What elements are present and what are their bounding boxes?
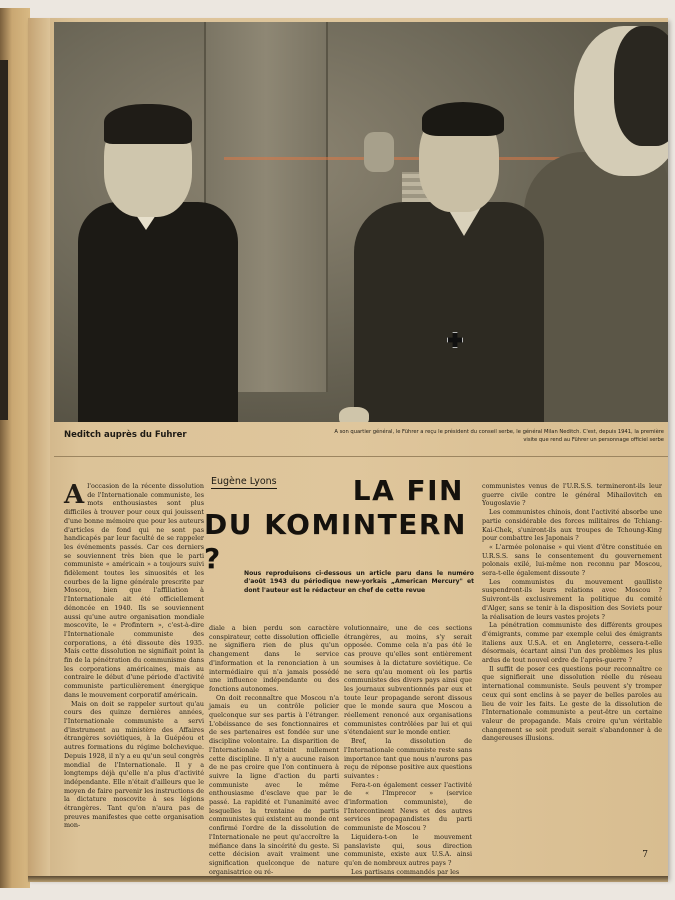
paragraph: Liquidera-t-on le mouvement panslaviste qui, sous direction communiste, existe aux U.S.A. ainsi qu'en de nombreux autres pays ? bbox=[344, 832, 472, 867]
page-bottom-edge bbox=[28, 876, 668, 882]
headline-line-2: DU KOMINTERN ? bbox=[204, 508, 467, 575]
paragraph: communistes venus de l'U.R.S.S. termineront-ils leur guerre civile contre le général Mihailovitch en Yougoslavie ? bbox=[482, 482, 662, 508]
photo-caption-title: Neditch auprès du Fuhrer bbox=[64, 430, 187, 440]
photograph bbox=[54, 22, 668, 422]
wall-lamp bbox=[364, 132, 394, 172]
paragraph: Al'occasion de la récente dissolution de l'Internationale communiste, les mots enthousiastes sont plus difficiles à trouver pour ceux qui jouissent d'une bonne mémoire que pour les auteurs d'articles de fond qui ne sont pas handicapés par leur faculté de se rappeler les événements passés. Car ces derniers se souviennent très bien que le parti communiste « américain » a toujours suivi fidèlement toutes les sinuosités et les courbes de la ligne générale prescrite par Moscou, bien que l'affiliation à l'Internationale ait été officiellement dénoncée en 1940. Ils se souviennent aussi qu'une autre organisation mondiale moscovite, le « Profintern », c'est-à-dire l'Internationale communiste des corporations, a été dissoute dès 1935. Mais cette dissolution ne signifiait point la fin de la pénétration du communisme dans les corporations américaines, mais au contraire le début d'une période d'activité communiste particulièrement énergique dans le mouvement corporatif américain. bbox=[64, 480, 204, 699]
article-column-1 bbox=[64, 482, 204, 830]
headline-line-1: LA FIN bbox=[352, 474, 464, 507]
article-author: Eugène Lyons bbox=[211, 476, 277, 487]
article-headline bbox=[204, 474, 474, 576]
paragraph: On doit reconnaître que Moscou n'a jamais eu un contrôle policier quelconque sur ses partis à l'étranger. L'obéissance de ses fonctionnaires et de ses partenaires est fondée sur une discipline volontaire. La disparition de l'Internationale n'atteint nullement cette discipline. Il n'y a aucune raison de ne pas croire que l'on continuera à suivre la ligne d'action du parti communiste avec le même enthousiasme d'esclave que par le passé. La rapidité et l'unanimité avec lesquelles la trentaine de partis communistes qui existent au monde ont confirmé l'ordre de la dissolution de l'Internationale ne peut qu'accroître la méfiance dans la sincérité du geste. Si cette décision avait vraiment une signification quelconque de nature organisatrice ou ré- bbox=[209, 693, 339, 876]
paragraph: Les communistes chinois, dont l'activité absorbe une partie considérable des forces militaires de Tchiang-Kai-Chek, s'uniront-ils aux troupes de Tchoung-King pour combattre les Japonais ? bbox=[482, 508, 662, 543]
drop-cap: A bbox=[64, 480, 85, 510]
paragraph: Les communistes du mouvement gaulliste suspendront-ils leurs relations avec Moscou ? Suivront-ils exclusivement la politique du comité d'Alger, sans se tenir à la disposition des Soviets pour la réalisation de leurs vastes projets ? bbox=[482, 577, 662, 621]
paragraph: Bref, la dissolution de l'Internationale communiste reste sans importance tant que nous n'aurons pas reçu de réponse positive aux questions suivantes : bbox=[344, 737, 472, 780]
article-standfirst: Nous reproduisons ci-dessous un article paru dans le numéro d'août 1943 du périodique new-yorkais „American Mercury" et dont l'auteur est le rédacteur en chef de cette revue bbox=[244, 570, 474, 594]
page-fold-shadow bbox=[28, 18, 50, 878]
article-column-3 bbox=[344, 624, 472, 876]
paragraph: Les partisans commandés par les bbox=[351, 867, 460, 876]
paragraph: La pénétration communiste des différents groupes d'émigrants, comme par exemple celui des émigrants italiens aux U.S.A. et en Angleterre, cessera-t-elle désormais, écartant ainsi l'un des problèmes les plus ardus de tout nouvel ordre de l'après-guerre ? bbox=[482, 621, 662, 665]
paragraph: volutionnaire, une de ces sections étrangères, au moins, s'y serait opposée. Comme cela n'a pas été le cas prouve qu'elles sont entièrement soumises à la dictature soviétique. Ce ne sera qu'au moment où les partis communistes des divers pays ainsi que les journaux subventionnés par eux et toute leur propagande seront dissous que le monde saura que Moscou a réellement renoncé aux organisations communistes contrôlées par lui et qui s'étendaient sur le monde entier. bbox=[344, 624, 472, 737]
article bbox=[54, 462, 668, 876]
paragraph: Il suffit de poser ces questions pour reconnaître ce que signifierait une dissolution réelle du réseau international communiste. Seuls peuvent s'y tromper ceux qui sont enclins à se payer de belles paroles au lieu de voir les faits. Le geste de la dissolution de l'Internationale communiste a peut-être un certaine valeur de propagande. Mais croire qu'un véritable changement se soit produit serait s'abandonner à de dangereuses illusions. bbox=[482, 664, 662, 743]
paragraph: « L'armée polonaise » qui vient d'être constituée en U.R.S.S. sans le consentement du gouvernement polonais exilé, lui-même non reconnu par Moscou, sera-t-elle également dissoute ? bbox=[482, 542, 662, 578]
magazine-page bbox=[28, 18, 668, 878]
photo-caption-text: A son quartier général, le Führer a reçu le président du conseil serbe, le général Milan Neditch. C'est, depuis 1941, la première visite que rend au Führer un personnage officiel serbe bbox=[334, 429, 664, 443]
adjacent-page-photo-edge bbox=[0, 60, 8, 420]
page-number: 7 bbox=[642, 850, 648, 860]
paragraph: Mais on doit se rappeler surtout qu'au cours des quinze dernières années, l'Internationale communiste a servi d'instrument au ministère des Affaires étrangères soviétiques, à la Guépéou et autres formations du régime bolchevique. Depuis 1928, il n'y a eu qu'un seul congrès mondial de l'Internationale. Il y a longtemps déjà qu'elle n'a plus d'activité indépendante. Elle n'était d'ailleurs que le moyen de faire parvenir les instructions de la dictature moscovite à ses légions étrangères. Tant qu'on n'aura pas de preuves manifestes que cette organisation mon- bbox=[64, 699, 204, 830]
article-column-4 bbox=[482, 482, 662, 743]
article-column-2 bbox=[209, 624, 339, 876]
paragraph: diale a bien perdu son caractère conspirateur, cette dissolution officielle ne signifiera rien de plus qu'un changement dans le service d'information et la renonciation à un intermédiaire qui n'a jamais possédé une influence indépendante ou des fonctions autonomes. bbox=[209, 624, 339, 693]
photo-caption-row bbox=[54, 422, 668, 457]
paragraph: Fera-t-on également cesser l'activité de « l'Imprecor » (service d'information communiste), de l'Intercontinent News et des autres services propagandistes du parti communiste de Moscou ? bbox=[344, 780, 472, 833]
